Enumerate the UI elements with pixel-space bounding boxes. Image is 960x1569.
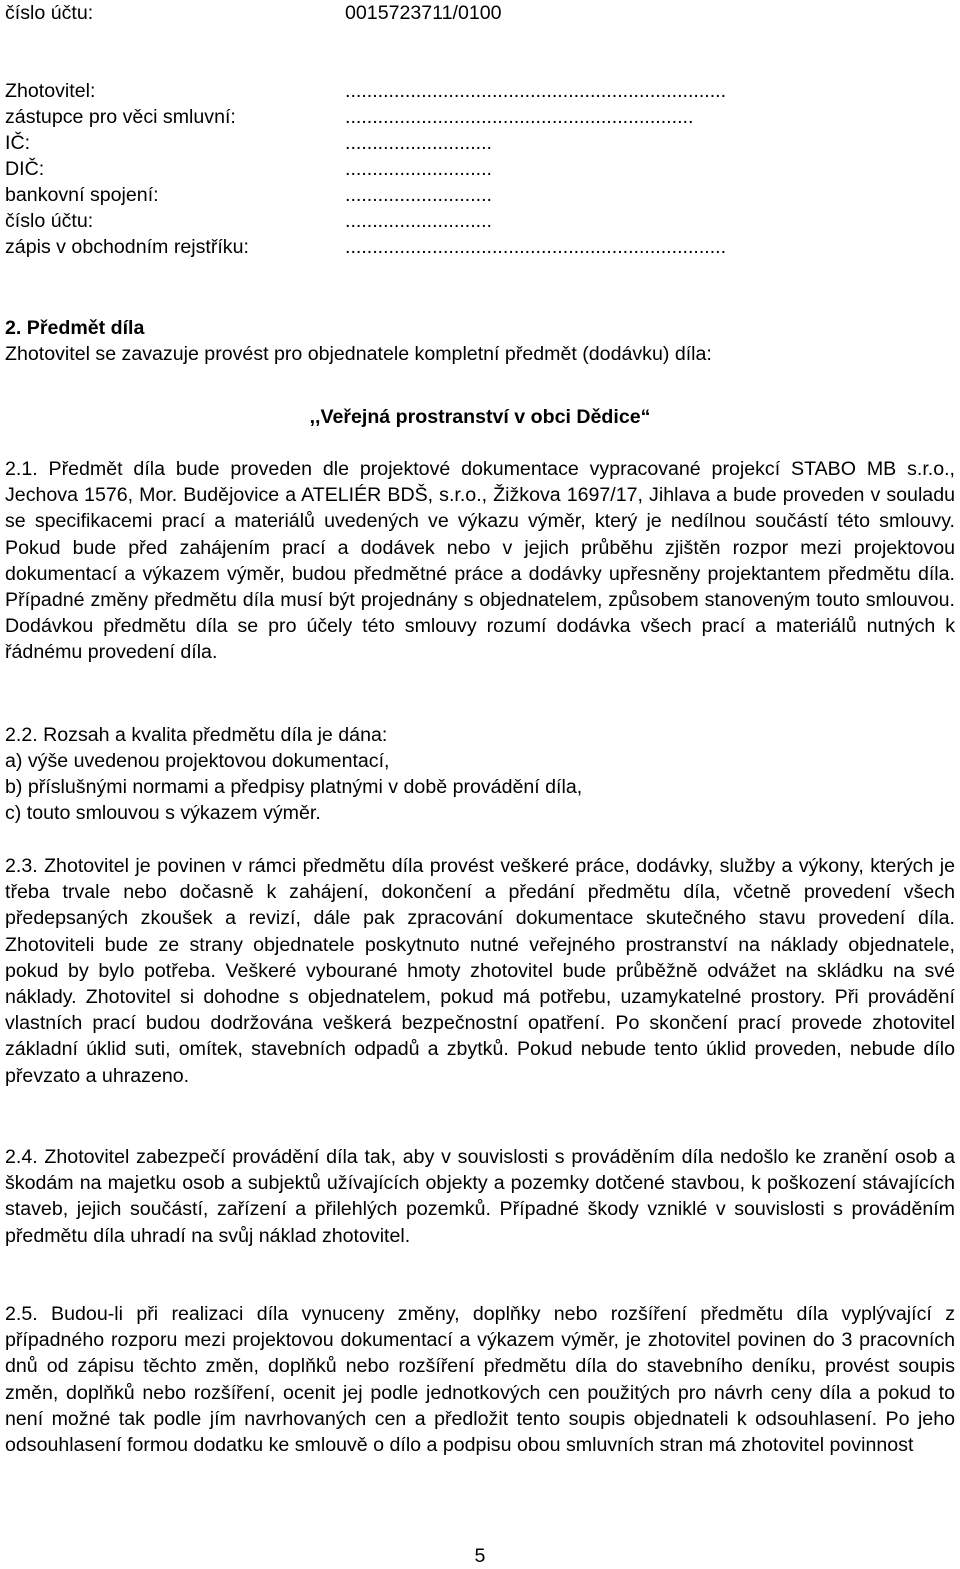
project-title: ,,Veřejná prostranství v obci Dědice“ [309,406,651,428]
contractor-value: ........................... [345,210,492,232]
account-value: 0015723711/0100 [345,2,502,24]
list-item-a: a) výše uvedenou projektovou dokumentací, [5,750,390,772]
contractor-value: ........................... [345,158,492,180]
list-item-b: b) příslušnými normami a předpisy platnými v době provádění díla, [5,776,583,798]
contractor-value: ........................... [345,184,492,206]
contractor-label: zástupce pro věci smluvní: [5,106,236,128]
paragraph-2-2-title: 2.2. Rozsah a kvalita předmětu díla je dána: [5,724,388,746]
list-item-c: c) touto smlouvou s výkazem výměr. [5,802,321,824]
contractor-label: číslo účtu: [5,210,94,232]
contractor-value: ...................................................................... [345,236,727,258]
page-number: 5 [474,1545,486,1567]
contractor-label: IČ: [5,132,31,154]
contractor-label: Zhotovitel: [5,80,96,102]
contractor-label: DIČ: [5,158,45,180]
contractor-value: ................................................................ [345,106,694,128]
section-heading: 2. Předmět díla [5,317,145,339]
paragraph-2-4: 2.4. Zhotovitel zabezpečí provádění díla tak, aby v souvislosti s prováděním díla nedošlo ke zranění osob a škodám na majetku osob a subjektů užívajících objekty a pozemky dotčené stavbou, k poškození stávajících staveb, jejich součástí, zařízení a přilehlých pozemků. Případné škody vzniklé v souvislosti s prováděním předmětu díla uhradí na svůj náklad zhotovitel. [5,1146,955,1247]
account-label: číslo účtu: [5,2,94,24]
paragraph-2-1: 2.1. Předmět díla bude proveden dle projektové dokumentace vypracované projekcí STABO MB s.r.o., Jechova 1576, Mor. Budějovice a ATELIÉR BDŠ, s.r.o., Žižkova 1697/17, Jihlava a bude proveden v souladu se specifikacemi prací a materiálů uvedených ve výkazu výměr, který je nedílnou součástí této smlouvy. Pokud bude před zahájením prací a dodávek nebo v jejich průběhu zjištěn rozpor mezi projektovou dokumentací a výkazem výměr, budou předmětné práce a dodávky upřesněny projektantem předmětu díla. Případné změny předmětu díla musí být projednány s objednatelem, způsobem stanoveným touto smlouvou. Dodávkou předmětu díla se pro účely této smlouvy rozumí dodávka všech prací a materiálů nutných k řádnému provedení díla. [5,458,955,664]
section-intro: Zhotovitel se zavazuje provést pro objednatele kompletní předmět (dodávku) díla: [5,343,712,365]
contractor-label: zápis v obchodním rejstříku: [5,236,249,258]
contractor-value: ...................................................................... [345,80,727,102]
contractor-label: bankovní spojení: [5,184,159,206]
paragraph-2-3: 2.3. Zhotovitel je povinen v rámci předmětu díla provést veškeré práce, dodávky, služby a výkony, kterých je třeba trvale nebo dočasně k zahájení, dokončení a předání předmětu díla, včetně provedení všech předepsaných zkoušek a revizí, dále pak zpracování dokumentace skutečného stavu provedení díla. Zhotoviteli bude ze strany objednatele poskytnuto nutné veřejného prostranství na náklady objednatele, pokud by bylo potřeba. Veškeré vybourané hmoty zhotovitel bude průběžně odvážet na skládku na své náklady. Zhotovitel si dohodne s objednatelem, pokud má potřebu, uzamykatelné prostory. Při provádění vlastních prací budou dodržována veškerá bezpečnostní opatření. Po skončení prací provede zhotovitel základní úklid suti, omítek, stavebních odpadů a zbytků. Pokud nebude tento úklid proveden, nebude dílo převzato a uhrazeno. [5,855,955,1087]
paragraph-2-5: 2.5. Budou-li při realizaci díla vynuceny změny, doplňky nebo rozšíření předmětu díla vyplývající z případného rozporu mezi projektovou dokumentací a výkazem výměr, je zhotovitel povinen do 3 pracovních dnů od zápisu těchto změn, doplňků nebo rozšíření předmětu díla do stavebního deníku, provést soupis změn, doplňků nebo rozšíření, ocenit jej podle jednotkových cen použitých pro návrh ceny díla a pokud to není možné tak podle jím navrhovaných cen a předložit tento soupis objednateli k odsouhlasení. Po jeho odsouhlasení formou dodatku ke smlouvě o dílo a podpisu obou smluvních stran má zhotovitel povinnost [5,1303,955,1457]
contractor-value: ........................... [345,132,492,154]
